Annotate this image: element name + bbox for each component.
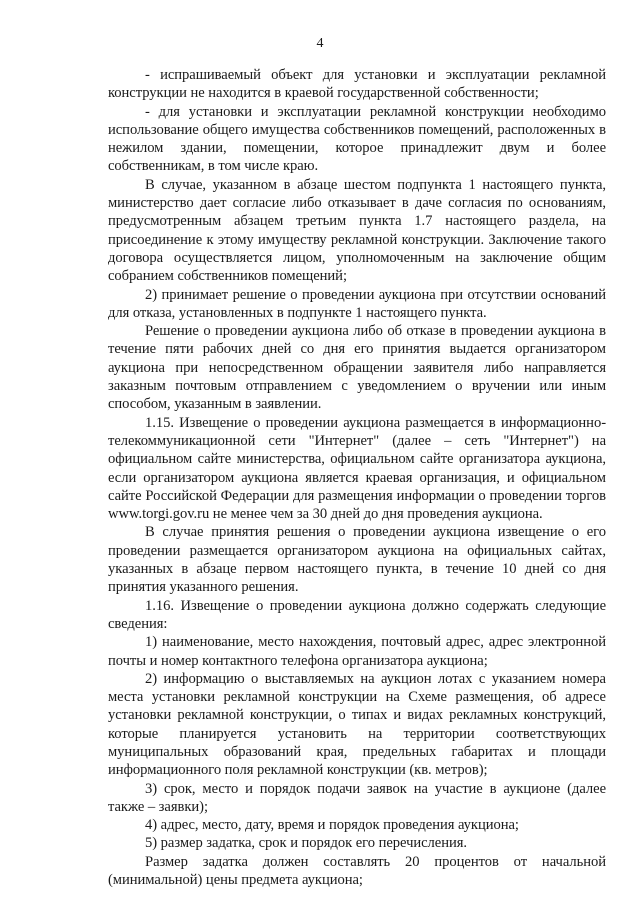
- document-body: [108, 66, 606, 889]
- paragraph: В случае принятия решения о проведении аукциона извещение о его проведении размещается организатором аукциона на официальных сайтах, указанных в абзаце первом настоящего пункта, в течение 10 дней со дня принятия указанного решения.: [108, 524, 606, 596]
- paragraph: Решение о проведении аукциона либо об отказе в проведении аукциона в течение пяти рабочих дней со дня его принятия выдается организатором аукциона при непосредственном обращении заявителя либо направляется заказным почтовым отправлением с уведомлением о вручении или иным способом, указанным в заявлении.: [108, 323, 606, 413]
- paragraph: 2) принимает решение о проведении аукциона при отсутствии оснований для отказа, установленных в подпункте 1 настоящего пункта.: [108, 286, 606, 321]
- paragraph: 2) информацию о выставляемых на аукцион лотах с указанием номера места установки рекламной конструкции на Схеме размещения, об адресе установки рекламной конструкции, о типах и видах рекламных конструкций, которые планируется установить на территории соответствующих муниципальных образований края, предельных габаритах и площади информационного поля рекламной конструкции (кв. метров);: [108, 670, 606, 779]
- paragraph: 5) размер задатка, срок и порядок его перечисления.: [145, 835, 467, 852]
- paragraph: 1) наименование, место нахождения, почтовый адрес, адрес электронной почты и номер контактного телефона организатора аукциона;: [108, 634, 606, 669]
- paragraph: 4) адрес, место, дату, время и порядок проведения аукциона;: [145, 817, 519, 834]
- paragraph: - для установки и эксплуатации рекламной конструкции необходимо использование общего имущества собственников помещений, расположенных в нежилом здании, помещении, которое принадлежит двум и более собственникам, в том числе краю.: [108, 103, 606, 175]
- paragraph: 1.15. Извещение о проведении аукциона размещается в информационно-телекоммуникационной сети "Интернет" (далее – сеть "Интернет") на официальном сайте министерства, официальном сайте организатора аукциона, если организатором аукциона является краевая организация, и официальном сайте Российской Федерации для размещения информации о проведении торгов www.torgi.gov.ru не менее чем за 30 дней до дня проведения аукциона.: [108, 414, 606, 523]
- paragraph: Размер задатка должен составлять 20 процентов от начальной (минимальной) цены предмета аукциона;: [108, 853, 606, 889]
- paragraph: 3) срок, место и порядок подачи заявок на участие в аукционе (далее также – заявки);: [108, 780, 606, 815]
- paragraph: - испрашиваемый объект для установки и эксплуатации рекламной конструкции не находится в краевой государственной собственности;: [108, 67, 606, 102]
- paragraph: В случае, указанном в абзаце шестом подпункта 1 настоящего пункта, министерство дает согласие либо отказывает в даче согласия по основаниям, предусмотренным абзацем третьим пункта 1.7 настоящего раздела, на присоединение к этому имуществу рекламной конструкции. Заключение такого договора осуществляется лицом, уполномоченным на заключение общим собранием собственников помещений;: [108, 176, 606, 285]
- page-number: 4: [316, 36, 324, 51]
- paragraph: 1.16. Извещение о проведении аукциона должно содержать следующие сведения:: [108, 597, 606, 632]
